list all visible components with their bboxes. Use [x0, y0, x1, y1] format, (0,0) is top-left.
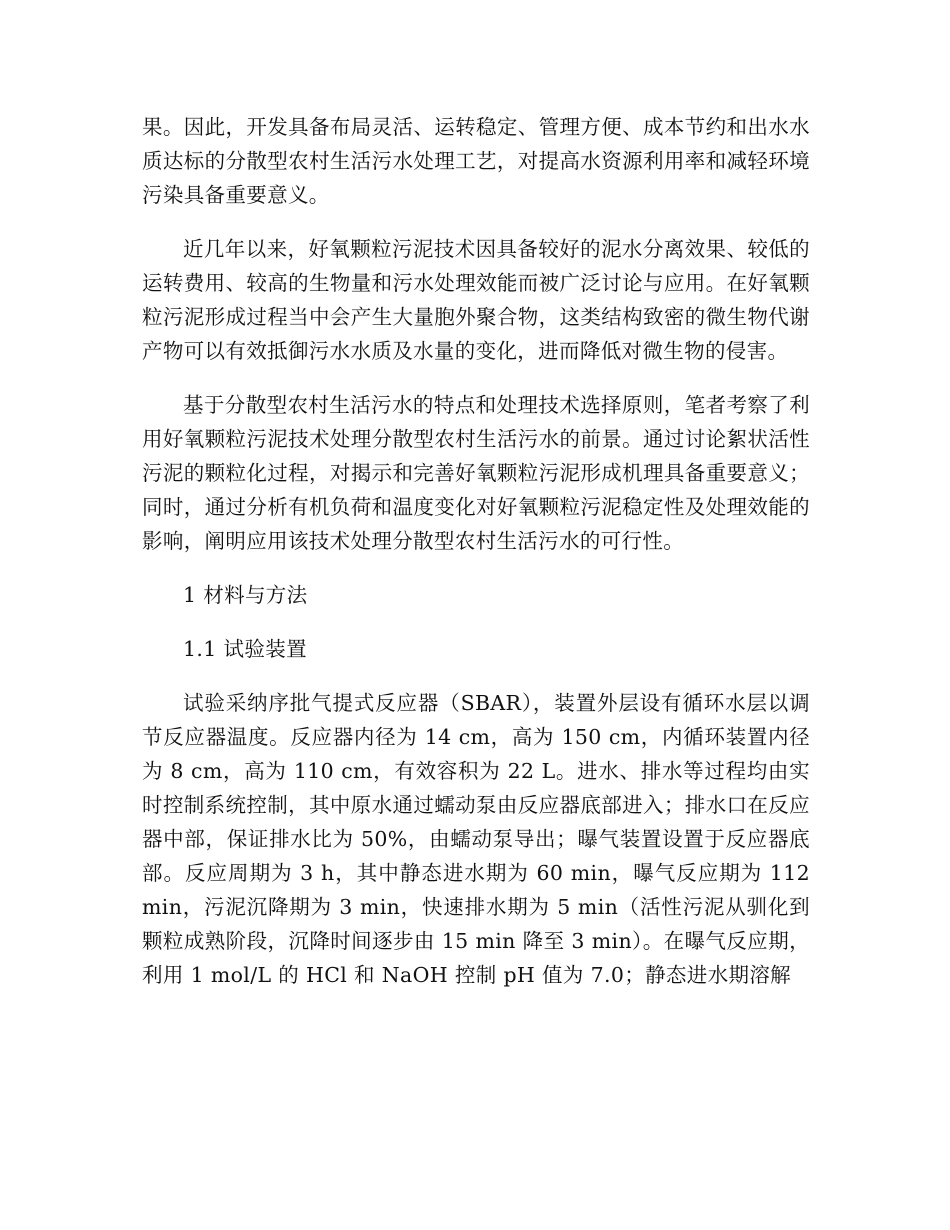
paragraph-study-purpose: 基于分散型农村生活污水的特点和处理技术选择原则，笔者考察了利用好氧颗粒污泥技术处理分散型农村生活污水的前景。通过讨论絮状活性污泥的颗粒化过程，对揭示和完善好氧颗粒污泥形成机理具备重要意义；同时，通过分析有机负荷和温度变化对好氧颗粒污泥稳定性及处理效能的影响，阐明应用该技术处理分散型农村生活污水的可行性。: [142, 393, 810, 553]
subsection-heading-test-device: 1.1 试验装置: [183, 637, 307, 661]
paragraph-test-device: 试验采纳序批气提式反应器（SBAR），装置外层设有循环水层以调节反应器温度。反应器内径为 14 cm，高为 150 cm，内循环装置内径为 8 cm，高为 110 cm，有效容积为 22 L。进水、排水等过程均由实时控制系统控制，其中原水通过蠕动泵由反应器底部进入；排水口在反应器中部，保证排水比为 50%，由蠕动泵导出；曝气装置设置于反应器底部。反应周期为 3 h，其中静态进水期为 60 min，曝气反应期为 112 min，污泥沉降期为 3 min，快速排水期为 5 min（活性污泥从驯化到颗粒成熟阶段，沉降时间逐步由 15 min 降至 3 min）。在曝气反应期，利用 1 mol/L 的 HCl 和 NaOH 控制 pH 值为 7.0；静态进水期溶解: [142, 691, 810, 987]
paragraph-continuation: 果。因此，开发具备布局灵活、运转稳定、管理方便、成本节约和出水水质达标的分散型农村生活污水处理工艺，对提高水资源利用率和减轻环境污染具备重要意义。: [142, 115, 810, 207]
document-body: [142, 110, 810, 1012]
paragraph-intro-aerobic-granular-sludge: 近几年以来，好氧颗粒污泥技术因具备较好的泥水分离效果、较低的运转费用、较高的生物量和污水处理效能而被广泛讨论与应用。在好氧颗粒污泥形成过程当中会产生大量胞外聚合物，这类结构致密的微生物代谢产物可以有效抵御污水水质及水量的变化，进而降低对微生物的侵害。: [142, 237, 810, 363]
section-heading-materials-methods: 1 材料与方法: [183, 583, 308, 607]
